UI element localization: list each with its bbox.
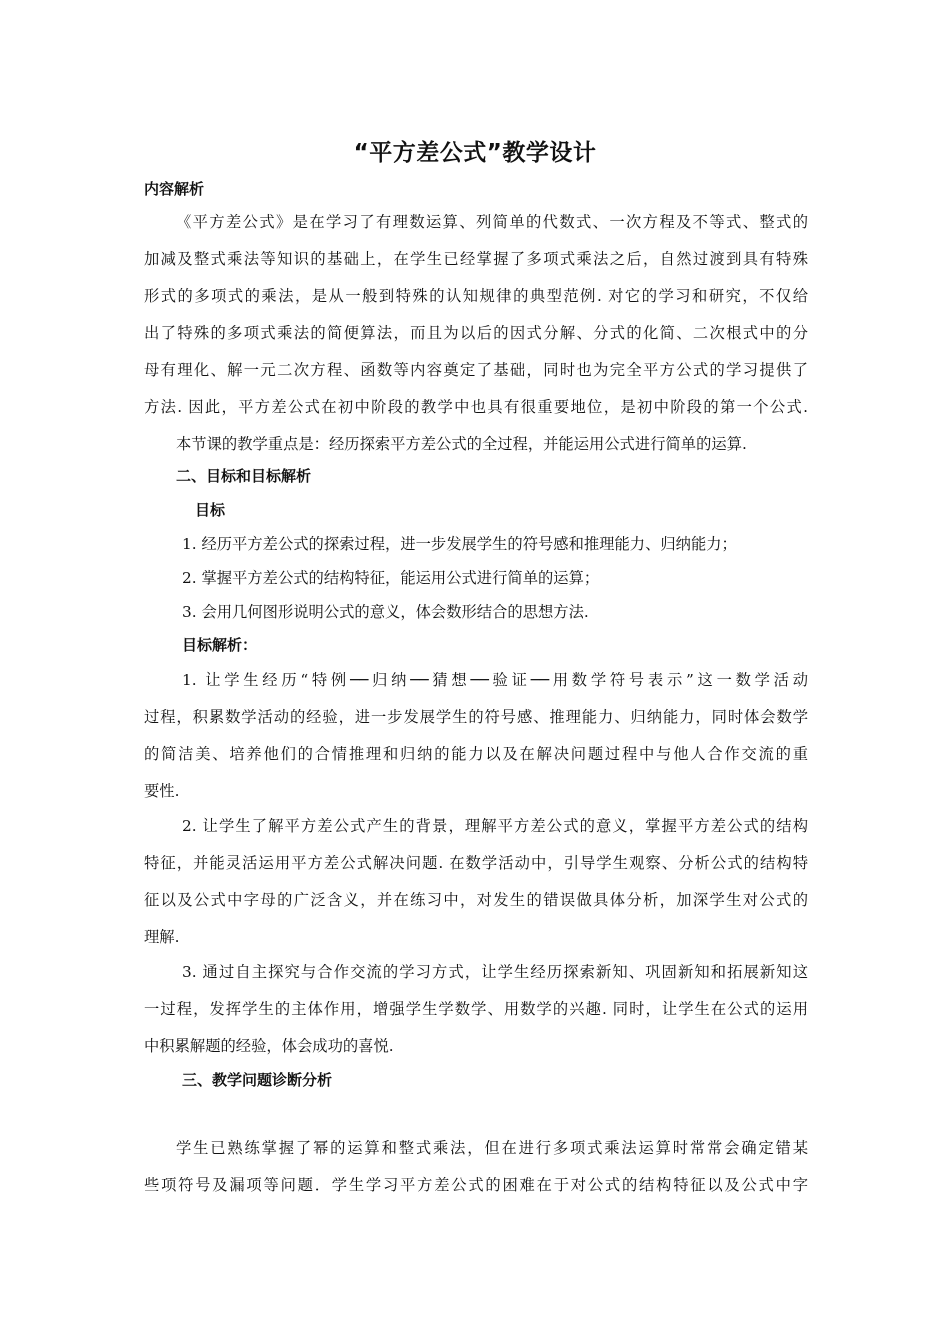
paragraph-line: 加减及整式乘法等知识的基础上，在学生已经掌握了多项式乘法之后，自然过渡到具有特殊 [144, 250, 808, 268]
paragraph-line: 一过程，发挥学生的主体作用，增强学生学数学、用数学的兴趣. 同时，让学生在公式的运用 [144, 1000, 808, 1018]
section-heading-problem-diagnosis: 三、教学问题诊断分析 [182, 1071, 333, 1089]
paragraph-line: 3. 通过自主探究与合作交流的学习方式，让学生经历探索新知、巩固新知和拓展新知这 [182, 963, 808, 981]
subheading-goals: 目标 [195, 501, 226, 519]
paragraph-line: 学生已熟练掌握了幂的运算和整式乘法，但在进行多项式乘法运算时常常会确定错某 [176, 1139, 808, 1157]
goal-item: 2. 掌握平方差公式的结构特征，能运用公式进行简单的运算； [182, 569, 600, 587]
paragraph-line: 的简洁美、培养他们的合情推理和归纳的能力以及在解决问题过程中与他人合作交流的重 [144, 745, 808, 763]
paragraph-line: 形式的多项式的乘法，是从一般到特殊的认知规律的典型范例. 对它的学习和研究，不仅给 [144, 287, 808, 305]
paragraph-line: 中积累解题的经验，体会成功的喜悦. [144, 1037, 394, 1055]
paragraph-line: 《平方差公式》是在学习了有理数运算、列简单的代数式、一次方程及不等式、整式的 [176, 213, 808, 231]
paragraph-line: 过程，积累数学活动的经验，进一步发展学生的符号感、推理能力、归纳能力，同时体会数学 [144, 708, 808, 726]
section-heading-goals: 二、目标和目标解析 [176, 467, 312, 485]
goal-item: 3. 会用几何图形说明公式的意义，体会数形结合的思想方法. [182, 603, 589, 621]
paragraph-line: 1. 让学生经历“特例──归纳──猜想──验证──用数学符号表示”这一数学活动 [182, 671, 808, 689]
paragraph-line: 母有理化、解一元二次方程、函数等内容奠定了基础，同时也为完全平方公式的学习提供了 [144, 361, 808, 379]
paragraph-line: 出了特殊的多项式乘法的简便算法，而且为以后的因式分解、分式的化简、二次根式中的分 [144, 324, 808, 342]
paragraph-line: 本节课的教学重点是：经历探索平方差公式的全过程，并能运用公式进行简单的运算. [176, 435, 747, 453]
paragraph-line: 些项符号及漏项等问题．学生学习平方差公式的困难在于对公式的结构特征以及公式中字 [144, 1176, 808, 1194]
paragraph-line: 特征，并能灵活运用平方差公式解决问题. 在数学活动中，引导学生观察、分析公式的结构特 [144, 854, 808, 872]
paragraph-line: 理解. [144, 928, 180, 946]
section-heading-content-analysis: 内容解析 [144, 180, 205, 198]
goal-item: 1. 经历平方差公式的探索过程，进一步发展学生的符号感和推理能力、归纳能力； [182, 535, 737, 553]
paragraph-line: 要性. [144, 782, 180, 800]
document-title: “平方差公式”教学设计 [353, 140, 597, 166]
paragraph-line: 征以及公式中字母的广泛含义，并在练习中，对发生的错误做具体分析，加深学生对公式的 [144, 891, 808, 909]
subheading-goal-analysis: 目标解析： [182, 636, 258, 654]
paragraph-line: 2. 让学生了解平方差公式产生的背景，理解平方差公式的意义，掌握平方差公式的结构 [182, 817, 808, 835]
paragraph-line: 方法. 因此，平方差公式在初中阶段的教学中也具有很重要地位，是初中阶段的第一个公式. [144, 398, 808, 416]
